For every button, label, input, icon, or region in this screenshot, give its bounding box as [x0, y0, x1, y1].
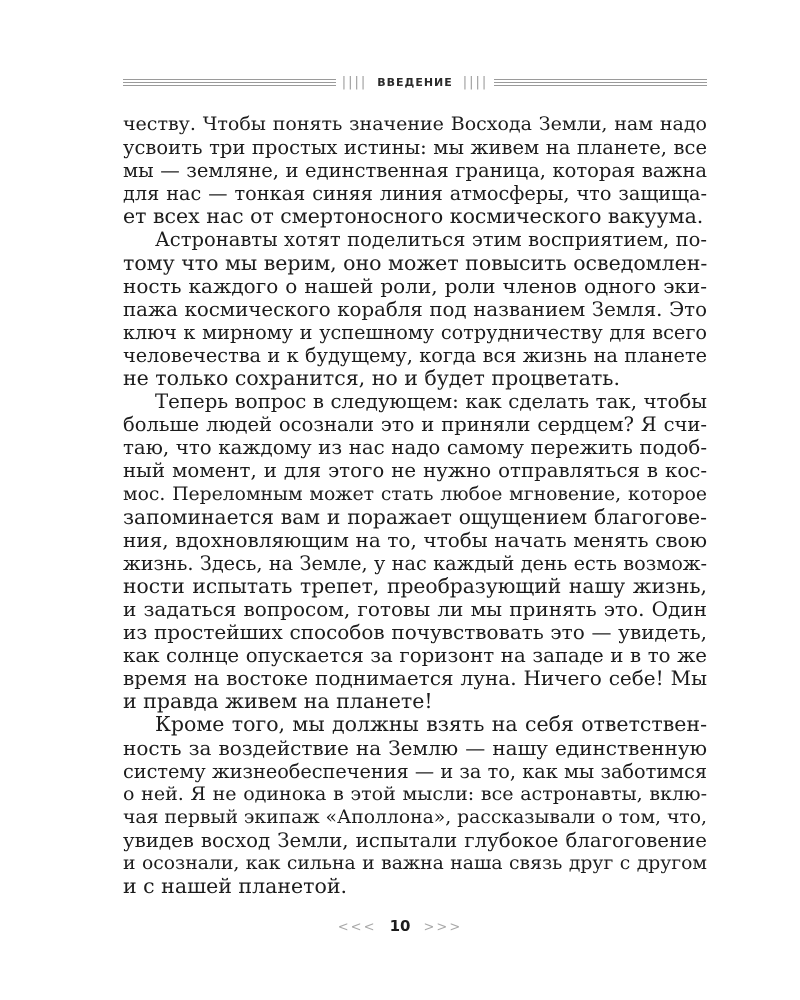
text-line: ный момент, и для этого не нужно отправляться в кос-: [123, 459, 707, 483]
text-line: запоминается вам и поражает ощущением благогове-: [123, 504, 707, 529]
text-line: ния, вдохновляющим на то, чтобы начать менять свою: [123, 527, 707, 552]
text-line: чая первый экипаж «Аполлона», рассказывали о том, что,: [123, 806, 707, 828]
text-line: о ней. Я не одинока в этой мысли: все астронавты, вклю-: [123, 782, 707, 805]
chapter-title: ВВЕДЕНИЕ: [377, 75, 453, 89]
text-line: усвоить три простых истины: мы живем на планете, все: [123, 136, 707, 160]
text-line: мы — земляне, и единственная граница, которая важна: [123, 159, 707, 183]
text-line: больше людей осознали это и приняли сердцем? Я счи-: [123, 413, 707, 437]
text-line: для нас — тонкая синяя линия атмосферы, что защища-: [123, 182, 707, 206]
text-line: Теперь вопрос в следующем: как сделать так, чтобы: [155, 390, 707, 414]
text-line: честву. Чтобы понять значение Восхода Земли, нам надо: [123, 113, 707, 135]
footer-arrows-left: <<<: [337, 920, 377, 935]
text-line: мос. Переломным может стать любое мгновение, которое: [123, 483, 707, 505]
text-line: время на востоке поднимается луна. Ничего себе! Мы: [123, 666, 707, 691]
footer-arrows-right: >>>: [423, 920, 463, 935]
text-line: не только сохранится, но и будет процветать.: [123, 366, 620, 391]
text-line: пажа космического корабля под названием Земля. Это: [123, 297, 707, 321]
text-line: увидев восход Земли, испытали глубокое благоговение: [123, 828, 707, 852]
text-line: ность за воздействие на Землю — нашу единственную: [123, 735, 707, 760]
text-line: как солнце опускается за горизонт на западе и в то же: [123, 644, 707, 668]
text-line: человечества и к будущему, когда вся жизнь на планете: [123, 343, 707, 367]
text-line: и с нашей планетой.: [123, 874, 347, 899]
text-line: тому что мы верим, оно может повысить осведомлен-: [123, 250, 708, 275]
text-line: Кроме того, мы должны взять на себя ответствен-: [155, 712, 707, 737]
body-text: [123, 113, 707, 898]
text-line: жизнь. Здесь, на Земле, у нас каждый день есть возмож-: [123, 551, 707, 575]
header-bars-left: ||||: [341, 74, 368, 90]
page-footer: [0, 916, 800, 935]
running-header: [123, 72, 707, 92]
text-line: из простейших способов почувствовать это — увидеть,: [123, 620, 707, 645]
text-line: таю, что каждому из нас надо самому пережить подоб-: [123, 436, 707, 460]
text-line: Астронавты хотят поделиться этим восприятием, по-: [155, 228, 707, 252]
text-line: и задаться вопросом, готовы ли мы принять это. Один: [123, 596, 707, 621]
text-line: ключ к мирному и успешному сотрудничеству для всего: [123, 320, 707, 344]
text-line: ет всех нас от смертоносного космического вакуума.: [123, 204, 704, 229]
text-line: систему жизнеобеспечения — и за то, как мы заботимся: [123, 759, 707, 783]
text-line: и правда живем на планете!: [123, 689, 433, 714]
header-rule-right: [494, 79, 707, 86]
header-rule-left: [123, 79, 336, 86]
header-bars-right: ||||: [462, 74, 489, 90]
page-number: 10: [389, 917, 411, 935]
text-line: ности испытать трепет, преобразующий нашу жизнь,: [123, 573, 707, 598]
text-line: и осознали, как сильна и важна наша связь друг с другом: [123, 853, 707, 874]
text-line: ность каждого о нашей роли, роли членов одного эки-: [123, 273, 707, 298]
